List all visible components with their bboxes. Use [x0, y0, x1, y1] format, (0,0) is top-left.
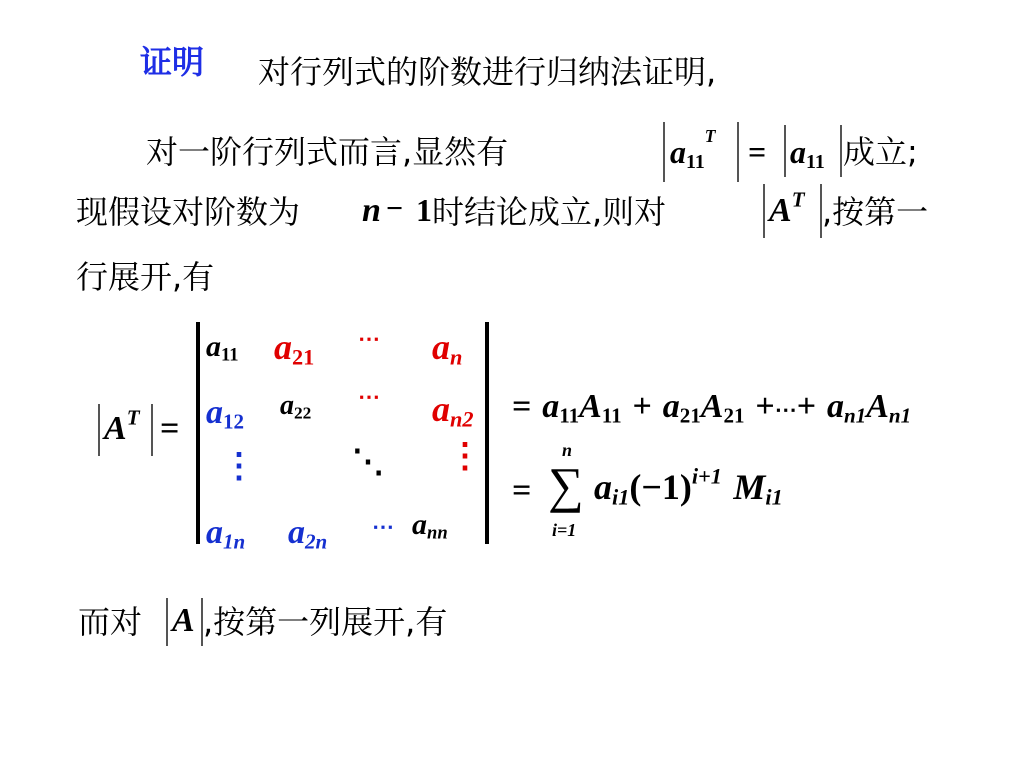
- sum-equals: =: [512, 472, 532, 509]
- column-expand-text: 而对: [78, 603, 143, 641]
- math-A: A: [172, 602, 195, 639]
- math-a11: $a_{11}$: [790, 134, 825, 173]
- entry-a11: $a_{11}$: [206, 330, 239, 366]
- base-case-text: 对一阶行列式而言,显然有: [146, 133, 509, 171]
- sum-term: $a_{i1}(-1)^{i+1}$ $M_{i1}$: [594, 463, 783, 510]
- entry-cdots-r4: ⋯: [372, 514, 394, 539]
- induction-text-2: 时结论成立,则对: [432, 193, 667, 231]
- entry-ddots: ⋱: [352, 443, 384, 479]
- det-bar: [663, 122, 665, 182]
- proof-label: 证明: [140, 43, 205, 81]
- sum-upper: n: [562, 440, 573, 460]
- entry-a1n: $a_{1n}$: [206, 514, 246, 554]
- det-bar: [763, 184, 765, 238]
- column-expand-text-2: ,按第一列展开,有: [203, 603, 448, 641]
- induction-text: 现假设对阶数为: [76, 193, 301, 231]
- determinant-left-bar: [196, 322, 200, 544]
- math-one: 1: [416, 192, 432, 228]
- math-equals: =: [160, 410, 180, 447]
- entry-vdots-c1: ⋮: [222, 448, 256, 485]
- det-bar: [784, 125, 786, 177]
- entry-a22: $a_{22}$: [280, 390, 312, 423]
- math-AT: $A^T$: [769, 187, 805, 229]
- induction-text-3: ,按第一: [822, 193, 929, 231]
- det-bar: [840, 125, 842, 177]
- math-n: n: [362, 192, 381, 229]
- determinant-right-bar: [485, 322, 489, 544]
- entry-an2: $a_{n2}$: [432, 389, 474, 432]
- entry-a12: $a_{12}$: [206, 394, 245, 434]
- base-case-end: 成立;: [843, 133, 918, 171]
- entry-cdots-r2: ⋯: [358, 384, 380, 409]
- entry-a21: $a_{21}$: [274, 327, 315, 370]
- sigma: ∑: [548, 457, 584, 513]
- expansion-equation: = $a_{11}A_{11} + a_{21}A_{21}$ +⋯+ $a_{n1}A_{n1}$: [512, 388, 912, 428]
- entry-an1: $a_n$: [432, 327, 463, 370]
- entry-a2n: $a_{2n}$: [288, 514, 328, 554]
- entry-vdots-c4: ⋮: [448, 438, 482, 475]
- det-bar: [98, 404, 100, 456]
- expand-text: 行展开,有: [76, 258, 215, 296]
- entry-ann: $a_{nn}$: [412, 508, 448, 544]
- math-equals: =: [748, 134, 767, 170]
- math-AT-left: $A^T$: [104, 405, 140, 447]
- math-minus: −: [386, 192, 404, 225]
- proof-intro-text: 对行列式的阶数进行归纳法证明,: [258, 53, 717, 91]
- math-a11T: $a_{11}^T$: [670, 125, 716, 173]
- det-bar: [166, 598, 168, 646]
- sum-lower: i=1: [552, 520, 577, 540]
- entry-cdots-r1: ⋯: [358, 326, 380, 351]
- det-bar: [737, 122, 739, 182]
- det-bar: [151, 404, 153, 456]
